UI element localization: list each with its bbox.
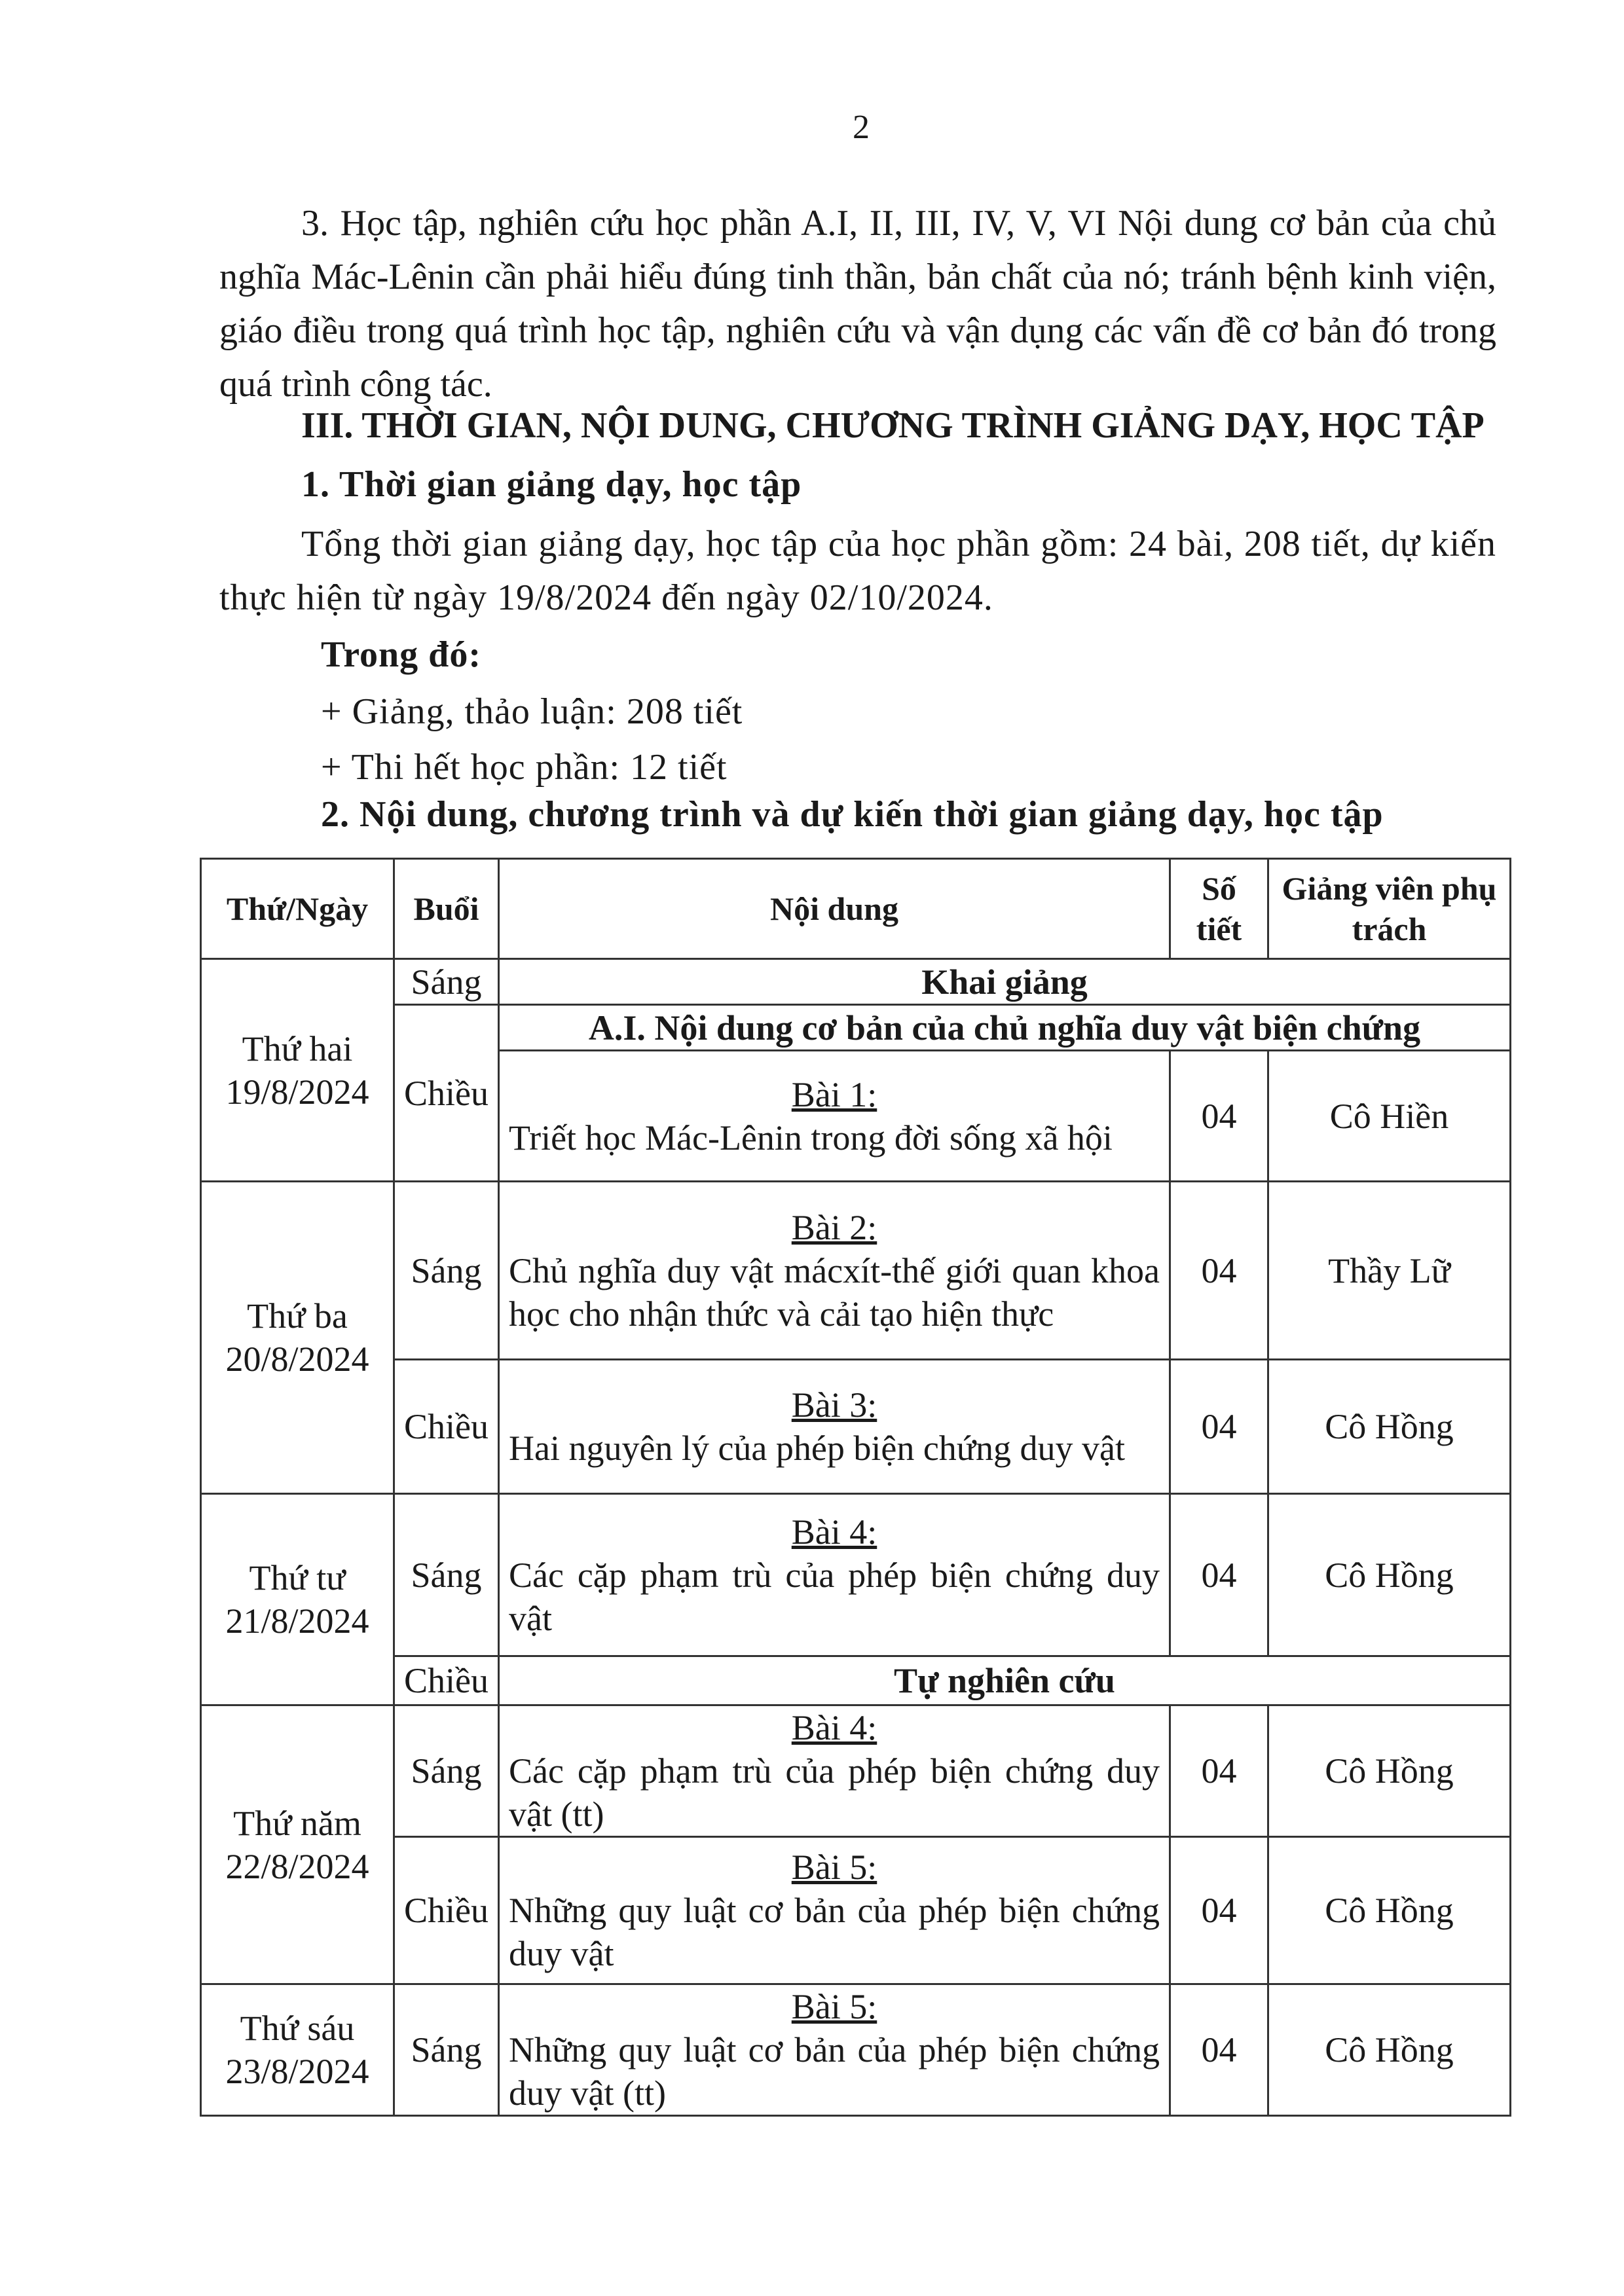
day-name: Thứ ba — [247, 1296, 348, 1336]
periods-cell: 04 — [1170, 1984, 1268, 2116]
time-text: Tổng thời gian giảng dạy, học tập của học phần gồm: 24 bài, 208 tiết, dự kiến thực hiện từ ngày 19/8/2024 đến ngày 02/10/2024. — [219, 524, 1496, 618]
lesson-title: Bài 5: — [791, 1848, 877, 1887]
schedule-table — [200, 858, 1511, 2117]
page-number: 2 — [853, 109, 870, 146]
periods-cell: 04 — [1170, 1837, 1268, 1984]
day-cell — [201, 1494, 394, 1705]
table-row — [201, 1984, 1511, 2116]
periods-cell: 04 — [1170, 1182, 1268, 1360]
periods-cell: 04 — [1170, 1494, 1268, 1656]
self-study-cell: Tự nghiên cứu — [499, 1656, 1511, 1705]
session-cell: Sáng — [394, 1984, 499, 2116]
in-which-label: Trong đó: — [321, 634, 481, 675]
subheading-time: 1. Thời gian giảng dạy, học tập — [301, 464, 802, 505]
session-cell: Chiều — [394, 1360, 499, 1494]
lesson-title: Bài 4: — [791, 1708, 877, 1747]
header-lecturer: Giảng viên phụ trách — [1268, 859, 1511, 959]
table-row — [201, 1837, 1511, 1984]
day-date: 21/8/2024 — [225, 1601, 369, 1641]
lesson-desc: Những quy luật cơ bản của phép biện chứng duy vật (tt) — [509, 2030, 1160, 2113]
table-row — [201, 1656, 1511, 1705]
day-name: Thứ hai — [242, 1029, 353, 1068]
lesson-desc: Hai nguyên lý của phép biện chứng duy vật — [509, 1429, 1126, 1468]
table-row — [201, 1005, 1511, 1051]
header-session: Buổi — [394, 859, 499, 959]
time-paragraph — [219, 517, 1496, 625]
lecturer-cell: Cô Hiền — [1268, 1051, 1511, 1182]
day-date: 23/8/2024 — [225, 2052, 369, 2091]
subheading-content: 2. Nội dung, chương trình và dự kiến thời gian giảng dạy, học tập — [321, 794, 1384, 835]
lesson-title: Bài 1: — [791, 1074, 877, 1114]
section3-text: 3. Học tập, nghiên cứu học phần A.I, II, III, IV, V, VI Nội dung cơ bản của chủ nghĩa Mác-Lênin cần phải hiểu đúng tinh thần, bản chất của nó; tránh bệnh kinh viện, giáo điều trong quá trình học tập, nghiên cứu và vận dụng các vấn đề cơ bản đó trong quá trình công tác. — [219, 203, 1496, 405]
day-name: Thứ tư — [249, 1558, 346, 1597]
lesson-desc: Những quy luật cơ bản của phép biện chứng duy vật — [509, 1891, 1160, 1973]
lesson-content — [499, 1837, 1170, 1984]
table-row — [201, 1182, 1511, 1360]
day-date: 22/8/2024 — [225, 1846, 369, 1886]
table-row — [201, 1360, 1511, 1494]
lesson-title: Bài 4: — [791, 1512, 877, 1552]
lesson-desc: Chủ nghĩa duy vật mácxít-thế giới quan khoa học cho nhận thức và cải tạo hiện thực — [509, 1250, 1160, 1334]
day-name: Thứ sáu — [240, 2009, 355, 2048]
lesson-title: Bài 2: — [791, 1207, 877, 1247]
lesson-title: Bài 5: — [791, 1987, 877, 2026]
lesson-content — [499, 1494, 1170, 1656]
lecturer-cell: Cô Hồng — [1268, 1360, 1511, 1494]
section-heading-iii: III. THỜI GIAN, NỘI DUNG, CHƯƠNG TRÌNH GIẢNG DẠY, HỌC TẬP — [301, 405, 1485, 446]
day-name: Thứ năm — [233, 1803, 361, 1843]
periods-cell: 04 — [1170, 1051, 1268, 1182]
section3-paragraph — [219, 196, 1496, 411]
lecturer-cell: Cô Hồng — [1268, 1984, 1511, 2116]
header-day: Thứ/Ngày — [201, 859, 394, 959]
header-content: Nội dung — [499, 859, 1170, 959]
lecturer-cell: Cô Hồng — [1268, 1494, 1511, 1656]
lesson-content — [499, 1051, 1170, 1182]
opening-cell: Khai giảng — [499, 959, 1511, 1005]
session-cell: Sáng — [394, 1182, 499, 1360]
day-cell — [201, 959, 394, 1182]
day-cell — [201, 1984, 394, 2116]
lecturer-cell: Thầy Lữ — [1268, 1182, 1511, 1360]
day-cell — [201, 1182, 394, 1494]
item-lecture-discussion: + Giảng, thảo luận: 208 tiết — [321, 691, 743, 732]
lesson-title: Bài 3: — [791, 1385, 877, 1425]
lecturer-cell: Cô Hồng — [1268, 1837, 1511, 1984]
periods-cell: 04 — [1170, 1705, 1268, 1837]
session-cell: Chiều — [394, 1005, 499, 1182]
lesson-content — [499, 1182, 1170, 1360]
day-cell — [201, 1705, 394, 1984]
lesson-desc: Triết học Mác-Lênin trong đời sống xã hội — [509, 1118, 1113, 1157]
periods-cell: 04 — [1170, 1360, 1268, 1494]
lesson-content — [499, 1705, 1170, 1837]
day-date: 20/8/2024 — [225, 1339, 369, 1379]
lesson-content — [499, 1360, 1170, 1494]
lesson-content — [499, 1984, 1170, 2116]
session-cell: Chiều — [394, 1837, 499, 1984]
part-title-cell: A.I. Nội dung cơ bản của chủ nghĩa duy vật biện chứng — [499, 1005, 1511, 1051]
session-cell: Chiều — [394, 1656, 499, 1705]
table-header-row — [201, 859, 1511, 959]
lesson-desc: Các cặp phạm trù của phép biện chứng duy vật (tt) — [509, 1751, 1160, 1834]
item-final-exam: + Thi hết học phần: 12 tiết — [321, 747, 728, 788]
session-cell: Sáng — [394, 959, 499, 1005]
lecturer-cell: Cô Hồng — [1268, 1705, 1511, 1837]
day-date: 19/8/2024 — [225, 1072, 369, 1112]
table-row — [201, 1705, 1511, 1837]
session-cell: Sáng — [394, 1705, 499, 1837]
table-row — [201, 1494, 1511, 1656]
table-row — [201, 959, 1511, 1005]
lesson-desc: Các cặp phạm trù của phép biện chứng duy vật — [509, 1555, 1160, 1638]
session-cell: Sáng — [394, 1494, 499, 1656]
header-periods: Số tiết — [1170, 859, 1268, 959]
